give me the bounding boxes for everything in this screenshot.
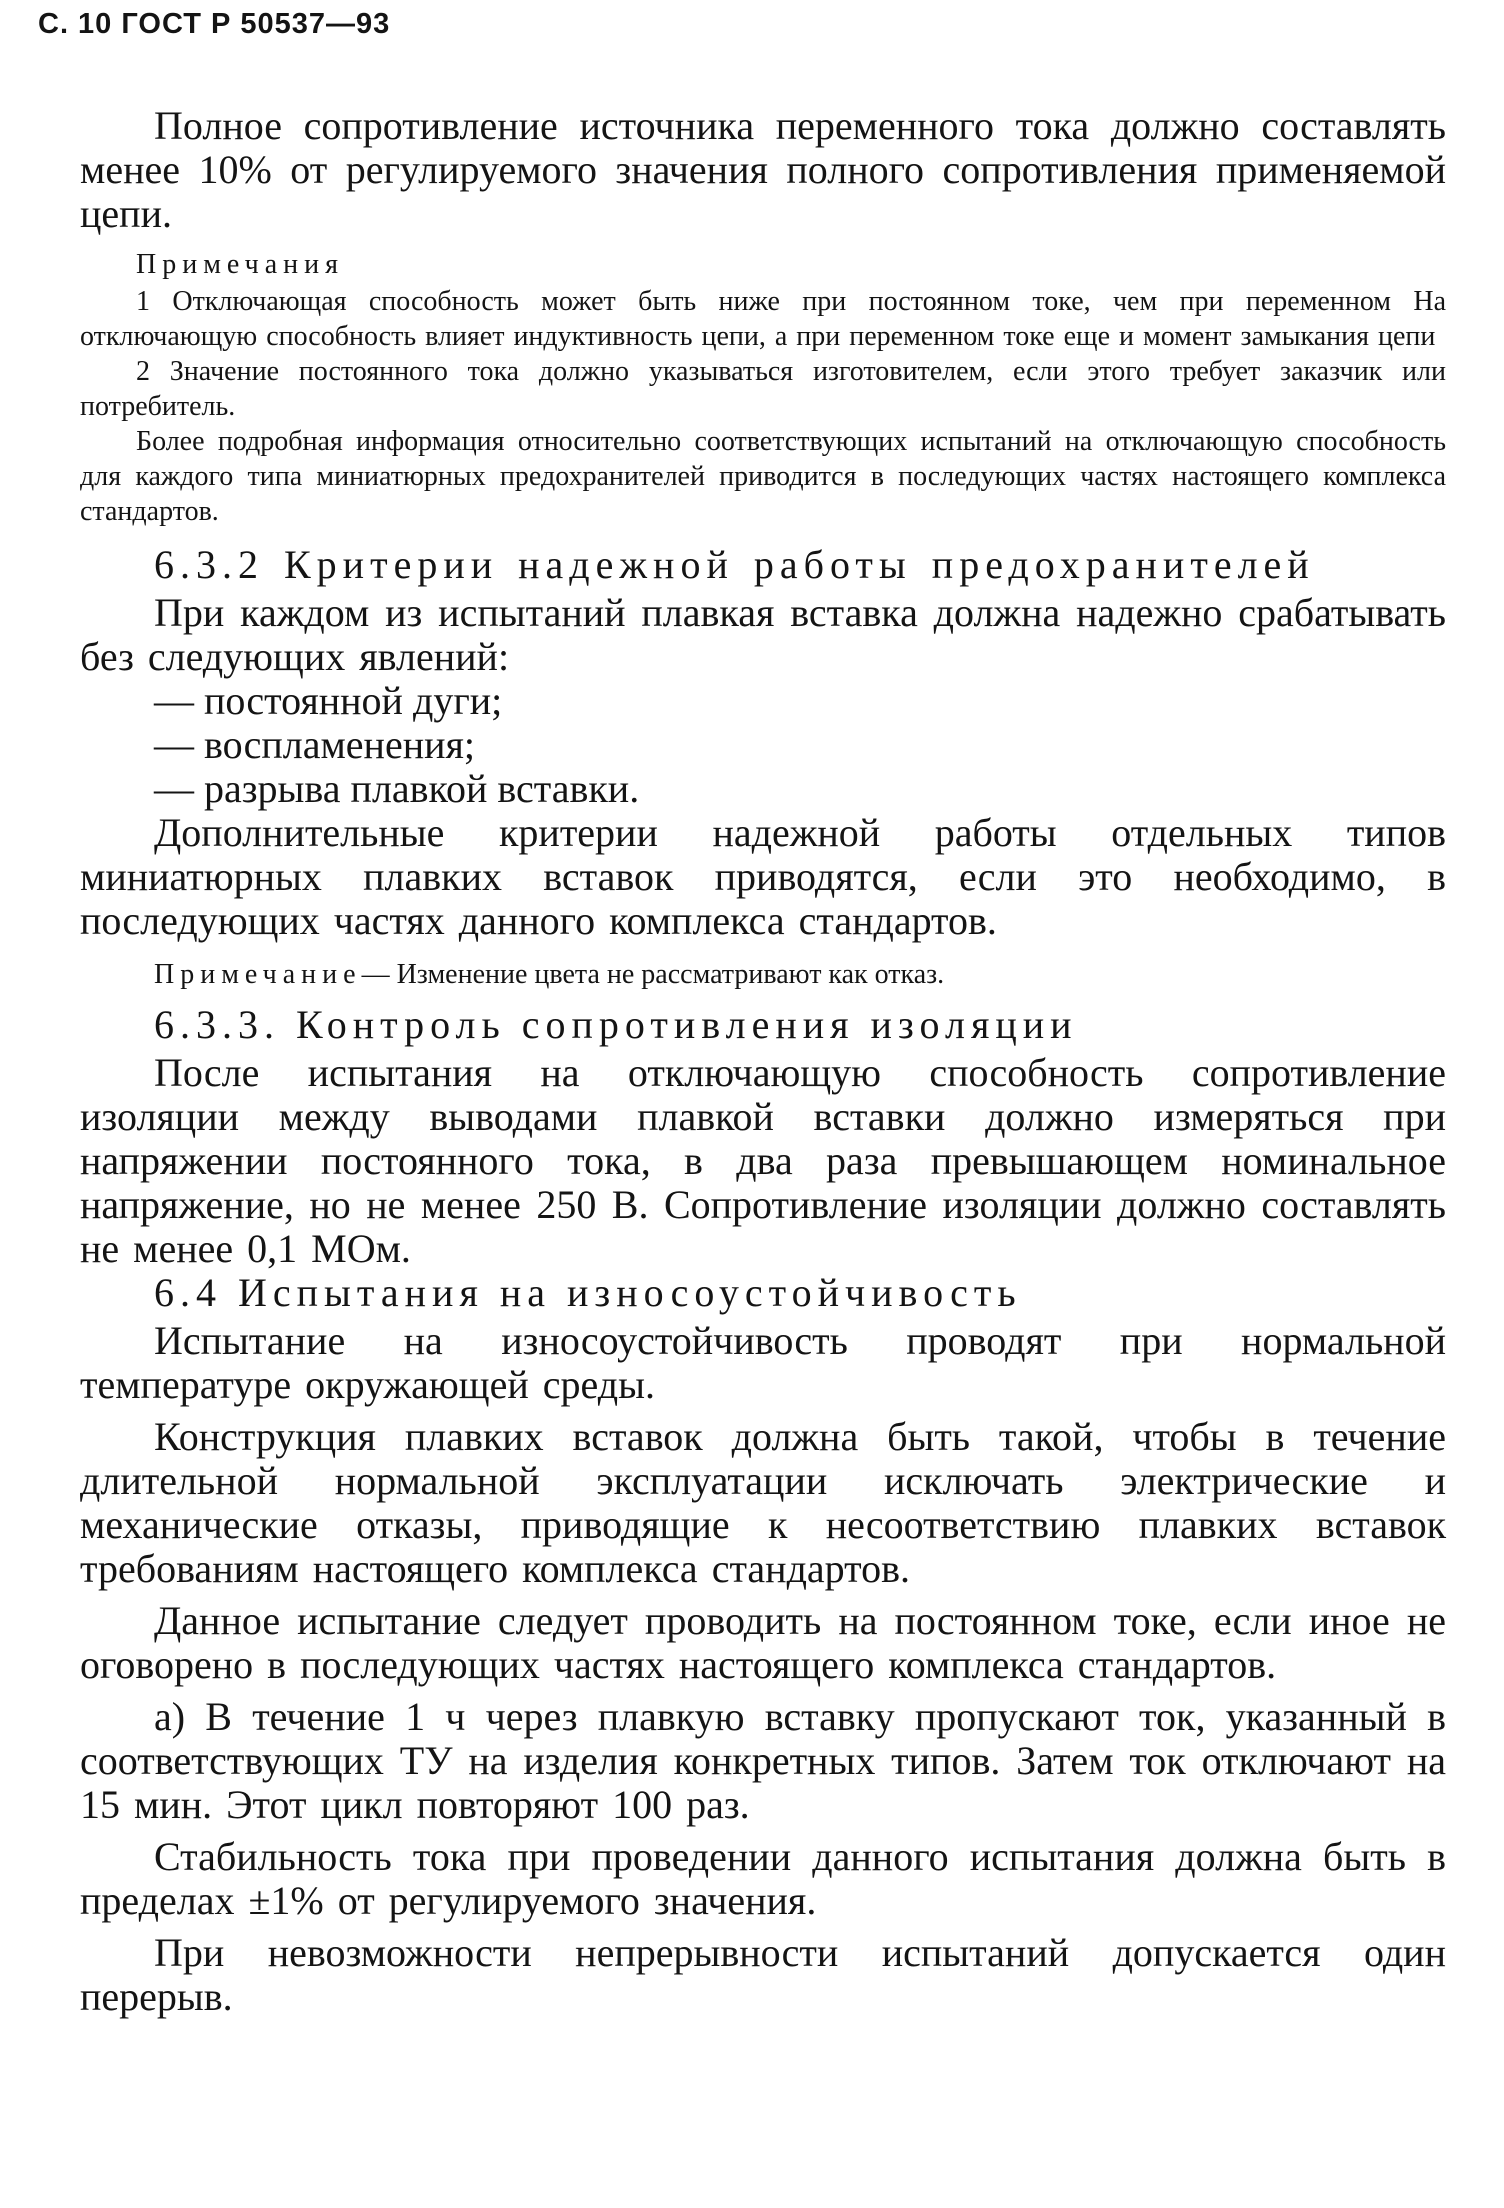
note-2: 2 Значение постоянного тока должно указываться изготовителем, если этого требует заказчик или потребитель. [80,356,1446,422]
note-text: — Изменение цвета не рассматривают как отказ. [361,959,945,990]
list-item: — разрыва плавкой вставки. [154,766,640,811]
section-6-4-paragraph-6: При невозможности непрерывности испытаний допускается один перерыв. [80,1930,1446,2019]
section-6-3-2-heading: 6.3.2 Критерии надежной работы предохранителей [154,542,1315,587]
section-6-3-2-paragraph: При каждом из испытаний плавкая вставка должна надежно срабатывать без следующих явлений: [80,590,1446,679]
section-6-4-heading: 6.4 Испытания на износоустойчивость [154,1270,1022,1315]
section-6-4-paragraph-4: а) В течение 1 ч через плавкую вставку пропускают ток, указанный в соответствующих ТУ на изделия конкретных типов. Затем ток отключают на 15 мин. Этот цикл повторяют 100 раз. [80,1694,1446,1827]
section-6-4-paragraph-1: Испытание на износоустойчивость проводят при нормальной температуре окружающей среды. [80,1318,1446,1407]
section-6-3-2-paragraph-2: Дополнительные критерии надежной работы отдельных типов миниатюрных плавких вставок приводятся, если это необходимо, в последующих частях данного комплекса стандартов. [80,810,1446,943]
note-1: 1 Отключающая способность может быть ниже при постоянном токе, чем при переменном На отключающую способность влияет индуктивность цепи, а при переменном токе еще и момент замыкания цепи [80,286,1446,352]
section-6-3-2-note [154,955,1446,995]
notes-heading: Примечания [136,249,345,280]
section-6-4-paragraph-5: Стабильность тока при проведении данного испытания должна быть в пределах ±1% от регулируемого значения. [80,1834,1446,1923]
section-6-3-3 [80,1003,1446,1271]
note-3: Более подробная информация относительно соответствующих испытаний на отключающую способность для каждого типа миниатюрных предохранителей приводится в последующих частях настоящего комплекса стандартов. [80,426,1446,527]
list-item: — постоянной дуги; [154,678,503,723]
intro-paragraph: Полное сопротивление источника переменного тока должно составлять менее 10% от регулируемого значения полного сопротивления применяемой цепи. [80,103,1446,236]
page-content [80,104,1446,2019]
section-6-4-paragraph-3: Данное испытание следует проводить на постоянном токе, если иное не оговорено в последующих частях настоящего комплекса стандартов. [80,1598,1446,1687]
section-6-4-paragraph-2: Конструкция плавких вставок должна быть такой, чтобы в течение длительной нормальной эксплуатации исключать электрические и механические отказы, приводящие к несоответствию плавких вставок требованиям настоящего комплекса стандартов. [80,1414,1446,1591]
list-item: — воспламенения; [154,722,476,767]
section-6-3-3-paragraph: После испытания на отключающую способность сопротивление изоляции между выводами плавкой вставки должно измеряться при напряжении постоянного тока, в два раза превышающем номинальное напряжение, но не менее 250 В. Сопротивление изоляции должно составлять не менее 0,1 МОм. [80,1050,1446,1271]
section-6-3-3-heading: 6.3.3. Контроль сопротивления изоляции [154,1002,1078,1047]
notes-block [80,246,1446,529]
page-header: С. 10 ГОСТ Р 50537—93 [38,8,391,40]
section-6-4 [80,1271,1446,2019]
section-6-3-2 [80,543,1446,995]
note-label: Примечание [154,959,362,990]
